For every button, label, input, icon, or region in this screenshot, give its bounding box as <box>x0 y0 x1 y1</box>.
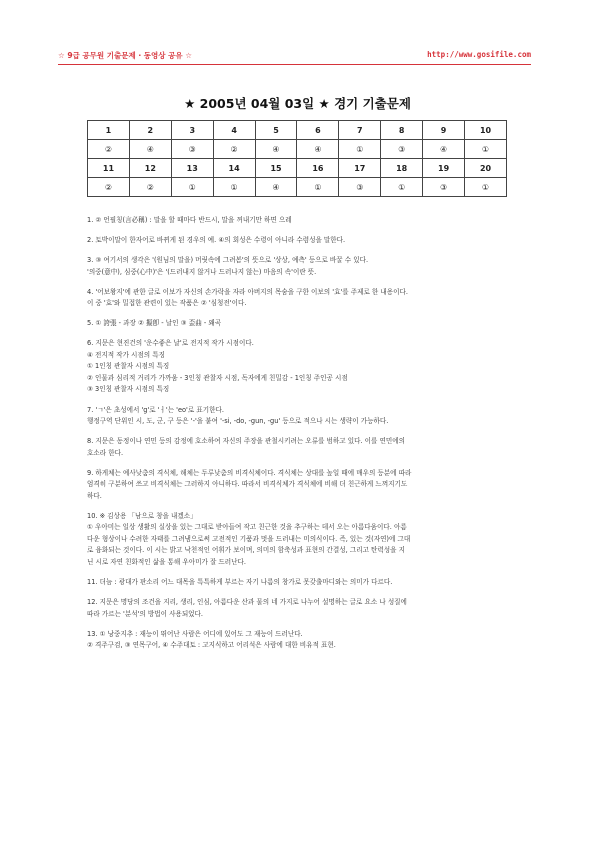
header-divider <box>58 64 531 65</box>
explanation-line: 6. 지문은 현진건의 '운수좋은 날'로 전지적 작가 시점이다. <box>87 339 254 348</box>
explanation-line: 행정구역 단위인 시, 도, 군, 구 등은 '-'을 붙여 '-si, -do, -gun, -gu' 등으로 적으나 시는 생략이 가능하다. <box>87 417 389 426</box>
explanations <box>87 215 519 660</box>
explanation-line: 13. ① 낭중지추 : 재능이 뛰어난 사람은 어디에 있어도 그 재능이 드러난다. <box>87 629 303 638</box>
answer-cell: ② <box>129 178 171 197</box>
answer-cell: ① <box>297 178 339 197</box>
explanation-item <box>87 287 519 310</box>
explanation-item <box>87 511 519 569</box>
explanation-line: 1. ② 언필칭(言必稱) : 말을 할 때마다 반드시, 말을 꺼내기만 하면 으레 <box>87 216 292 224</box>
explanation-line: 로 융화되는 것이다. 이 시는 밝고 낙천적인 어휘가 보이며, 의미의 함축성과 표현의 간결성, 그리고 탄력성을 지 <box>87 546 405 555</box>
explanation-item <box>87 468 519 503</box>
explanation-line: 7. 'ㄱ'은 초성에서 'g'로 'ㅓ'는 'eo'로 표기한다. <box>87 405 224 414</box>
question-number-cell: 14 <box>213 159 255 178</box>
explanation-line: 8. 지문은 동정이나 연민 등의 감정에 호소하여 자신의 주장을 관철시키려는 오류를 범하고 있다. 이를 연민에의 <box>87 437 405 446</box>
answer-cell: ① <box>213 178 255 197</box>
answer-cell: ③ <box>423 178 465 197</box>
explanation-line: 2. 토박이말이 한자어로 바뀌게 된 경우의 예. ④의 회성은 수령이 아니라 수렴성을 말한다. <box>87 236 346 245</box>
question-number-cell: 13 <box>171 159 213 178</box>
explanation-line: 3. ③ 여기서의 생각은 '(원님의 말을) 머릿속에 그려봄'의 뜻으로 '상상, 예측' 등으로 바꿀 수 있다. <box>87 256 369 265</box>
answer-number-row <box>88 159 507 178</box>
header-left-text: ☆ 9급 공무원 기출문제 · 동영상 공유 ☆ <box>58 51 192 60</box>
explanation-item <box>87 235 519 247</box>
explanation-item <box>87 577 519 589</box>
explanation-item <box>87 405 519 428</box>
question-number-cell: 5 <box>255 121 297 140</box>
question-number-cell: 19 <box>423 159 465 178</box>
explanation-line: 이 중 '효'와 밀접한 관련이 있는 작품은 ② '심청전'이다. <box>87 299 247 308</box>
answer-number-row <box>88 121 507 140</box>
question-number-cell: 17 <box>339 159 381 178</box>
page-title: ★ 2005년 04월 03일 ★ 경기 기출문제 <box>184 96 411 111</box>
answer-cell: ② <box>88 178 130 197</box>
explanation-item <box>87 629 519 652</box>
explanation-line: ② 인물과 심리적 거리가 가까움 - 3인칭 관찰자 시점, 독자에게 친밀감 - 1인칭 주인공 시점 <box>87 373 348 382</box>
answer-cell: ③ <box>171 140 213 159</box>
explanation-line: 호소라 한다. <box>87 448 124 457</box>
question-number-cell: 18 <box>381 159 423 178</box>
explanation-line: 따라 가르는 '분석'의 방법이 사용되었다. <box>87 609 204 618</box>
explanation-item <box>87 338 519 396</box>
answer-key-row <box>88 140 507 159</box>
explanation-line: 11. 더늠 : 광대가 판소리 어느 대목을 특특하게 부르는 자기 나름의 창가로 못갖출마디와는 의미가 다르다. <box>87 577 393 586</box>
question-number-cell: 10 <box>465 121 507 140</box>
explanation-line: ① 우아미는 일상 생활의 실상을 있는 그대로 받아들여 작고 친근한 것을 추구하는 데서 오는 아름다움이다. 아름 <box>87 523 407 532</box>
explanation-line: '의중(意中), 심중(心中)'은 '(드러내지 않거나 드러나지 않는) 마음의 속'이란 뜻. <box>87 267 317 276</box>
explanation-line: 10. ※ 김상용 「남으로 창을 내겠소」 <box>87 511 197 520</box>
explanation-line: 9. 하게체는 예사낮춤의 격식체, 해체는 두루낮춤의 비격식체이다. 격식체는 상대를 높일 때에 매우의 등분에 따라 <box>87 468 412 477</box>
answer-cell: ④ <box>255 140 297 159</box>
question-number-cell: 16 <box>297 159 339 178</box>
answer-cell: ① <box>171 178 213 197</box>
answer-cell: ② <box>88 140 130 159</box>
explanation-line: ② 격주구검, ③ 연목구어, ④ 수주대토 : 고지식하고 어리석은 사람에 대한 비유적 표현. <box>87 641 336 650</box>
question-number-cell: 7 <box>339 121 381 140</box>
explanation-item <box>87 597 519 620</box>
explanation-item <box>87 215 519 227</box>
explanation-line: ③ 3인칭 관찰자 시점의 특징 <box>87 385 170 394</box>
explanation-line: 5. ① 誇張 - 과장 ② 擬卽 - 날인 ③ 歪曲 - 왜곡 <box>87 319 222 328</box>
explanation-line: 닌 시로 자연 친화적인 삶을 통해 우아미가 잘 드러난다. <box>87 557 246 566</box>
answer-table <box>87 120 507 197</box>
header-url-link[interactable]: http://www.gosifile.com <box>427 50 531 59</box>
explanation-line: ① 1인칭 관찰자 시점의 특징 <box>87 362 170 371</box>
question-number-cell: 12 <box>129 159 171 178</box>
explanation-item <box>87 318 519 330</box>
question-number-cell: 4 <box>213 121 255 140</box>
question-number-cell: 9 <box>423 121 465 140</box>
answer-cell: ① <box>465 178 507 197</box>
question-number-cell: 3 <box>171 121 213 140</box>
question-number-cell: 8 <box>381 121 423 140</box>
answer-key-row <box>88 178 507 197</box>
explanation-line: 12. 지문은 명당의 조건을 지리, 생리, 인심, 아름다운 산과 물의 네 가지로 나누어 설명하는 글로 요소 나 성질에 <box>87 598 407 607</box>
answer-cell: ④ <box>129 140 171 159</box>
explanation-item <box>87 255 519 278</box>
question-number-cell: 20 <box>465 159 507 178</box>
explanation-line: ④ 전지적 작가 시점의 특징 <box>87 350 165 359</box>
answer-cell: ④ <box>255 178 297 197</box>
question-number-cell: 11 <box>88 159 130 178</box>
answer-cell: ① <box>339 140 381 159</box>
explanation-line: 엄격히 구분하여 쓰고 비격식체는 그러하지 아니하다. 따라서 비격식체가 격식체에 비해 더 친근하게 느껴지기도 <box>87 480 408 489</box>
answer-cell: ② <box>213 140 255 159</box>
explanation-line: 4. '어보왕지'에 관한 글로 이보가 자신의 손가락을 자라 아버지의 목숨을 구한 이보의 '효'를 주제로 한 내용이다. <box>87 287 408 296</box>
answer-cell: ① <box>465 140 507 159</box>
answer-cell: ④ <box>297 140 339 159</box>
answer-cell: ③ <box>381 140 423 159</box>
answer-cell: ④ <box>423 140 465 159</box>
question-number-cell: 15 <box>255 159 297 178</box>
answer-cell: ③ <box>339 178 381 197</box>
question-number-cell: 6 <box>297 121 339 140</box>
answer-cell: ① <box>381 178 423 197</box>
question-number-cell: 2 <box>129 121 171 140</box>
page-header <box>58 50 531 64</box>
explanation-line: 하다. <box>87 491 102 500</box>
explanation-item <box>87 436 519 459</box>
question-number-cell: 1 <box>88 121 130 140</box>
explanation-line: 다운 형상이나 수려한 자태를 그려냄으로써 고전적인 기품과 멋을 드러내는 미의식이다. 즉, 있는 것(자연)에 그대 <box>87 534 411 543</box>
